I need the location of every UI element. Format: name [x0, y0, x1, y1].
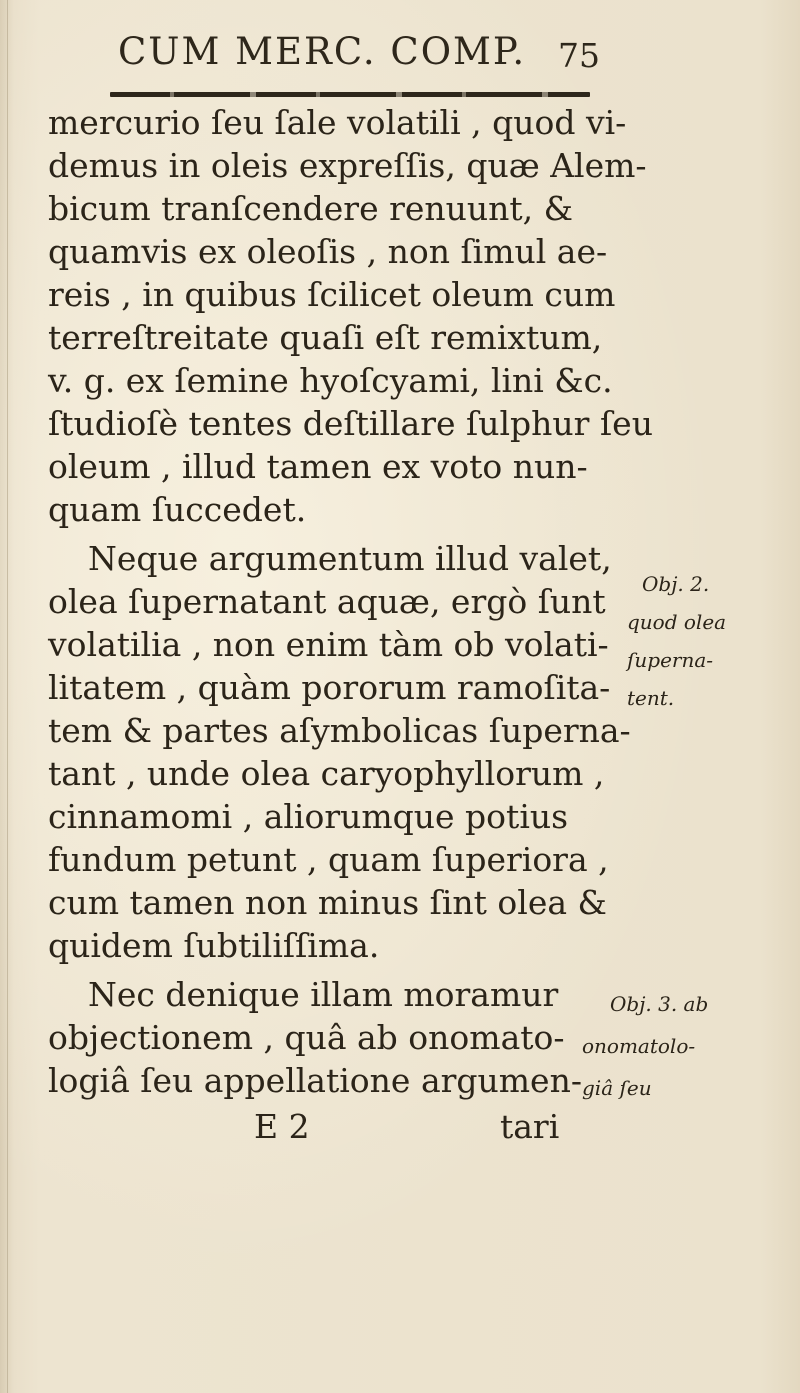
text-line: Neque argumentum illud valet, — [88, 539, 612, 578]
text-line: objectionem , quâ ab onomato- — [48, 1018, 565, 1057]
margin-note: quod olea — [627, 610, 727, 634]
text-line: quamvis ex oleoſis , non ſimul ae- — [48, 232, 608, 271]
text-line: quidem ſubtiliſſima. — [48, 926, 380, 965]
text-line: ſtudioſè tentes deſtillare ſulphur ſeu — [48, 404, 653, 443]
text-line: terreſtreitate quaſi eſt remixtum, — [48, 318, 603, 357]
margin-note: ſuperna- — [627, 648, 714, 672]
margin-note: onomatolo- — [582, 1034, 696, 1058]
page-gutter-edge — [7, 0, 8, 1393]
signature-mark: E 2 — [254, 1107, 310, 1146]
running-head: CUM MERC. COMP. — [118, 30, 527, 73]
text-line: volatilia , non enim tàm ob volati- — [48, 625, 609, 664]
text-line: Nec denique illam moramur — [88, 975, 559, 1014]
text-line: demus in oleis expreſſis, quæ Alem- — [48, 146, 647, 185]
text-line: tant , unde olea caryophyllorum , — [48, 754, 605, 793]
text-line: cinnamomi , aliorumque potius — [48, 797, 569, 836]
margin-note: Obj. 2. — [642, 572, 710, 596]
text-line: cum tamen non minus ſint olea & — [48, 883, 607, 922]
margin-note: giâ ſeu — [582, 1076, 652, 1100]
text-line: mercurio ſeu ſale volatili , quod vi- — [48, 103, 627, 142]
text-line: v. g. ex ſemine hyoſcyami, lini &c. — [48, 361, 613, 400]
text-line: fundum petunt , quam ſuperiora , — [48, 840, 609, 879]
header-rule — [110, 92, 590, 97]
text-line: bicum tranſcendere renuunt, & — [48, 189, 574, 228]
text-line: quam ſuccedet. — [48, 490, 307, 529]
text-line: reis , in quibus ſcilicet oleum cum — [48, 275, 616, 314]
page-header — [118, 30, 608, 80]
text-line: litatem , quàm pororum ramoſita- — [48, 668, 611, 707]
text-line: tem & partes aſymbolicas ſuperna- — [48, 711, 631, 750]
text-line: oleum , illud tamen ex voto nun- — [48, 447, 588, 486]
margin-note: Obj. 3. ab — [610, 992, 709, 1016]
text-line: logiâ ſeu appellatione argumen- — [48, 1061, 582, 1100]
page-number: 75 — [558, 36, 600, 75]
catchword: tari — [500, 1107, 560, 1146]
margin-note: tent. — [627, 686, 675, 710]
text-line: olea ſupernatant aquæ, ergò ſunt — [48, 582, 606, 621]
